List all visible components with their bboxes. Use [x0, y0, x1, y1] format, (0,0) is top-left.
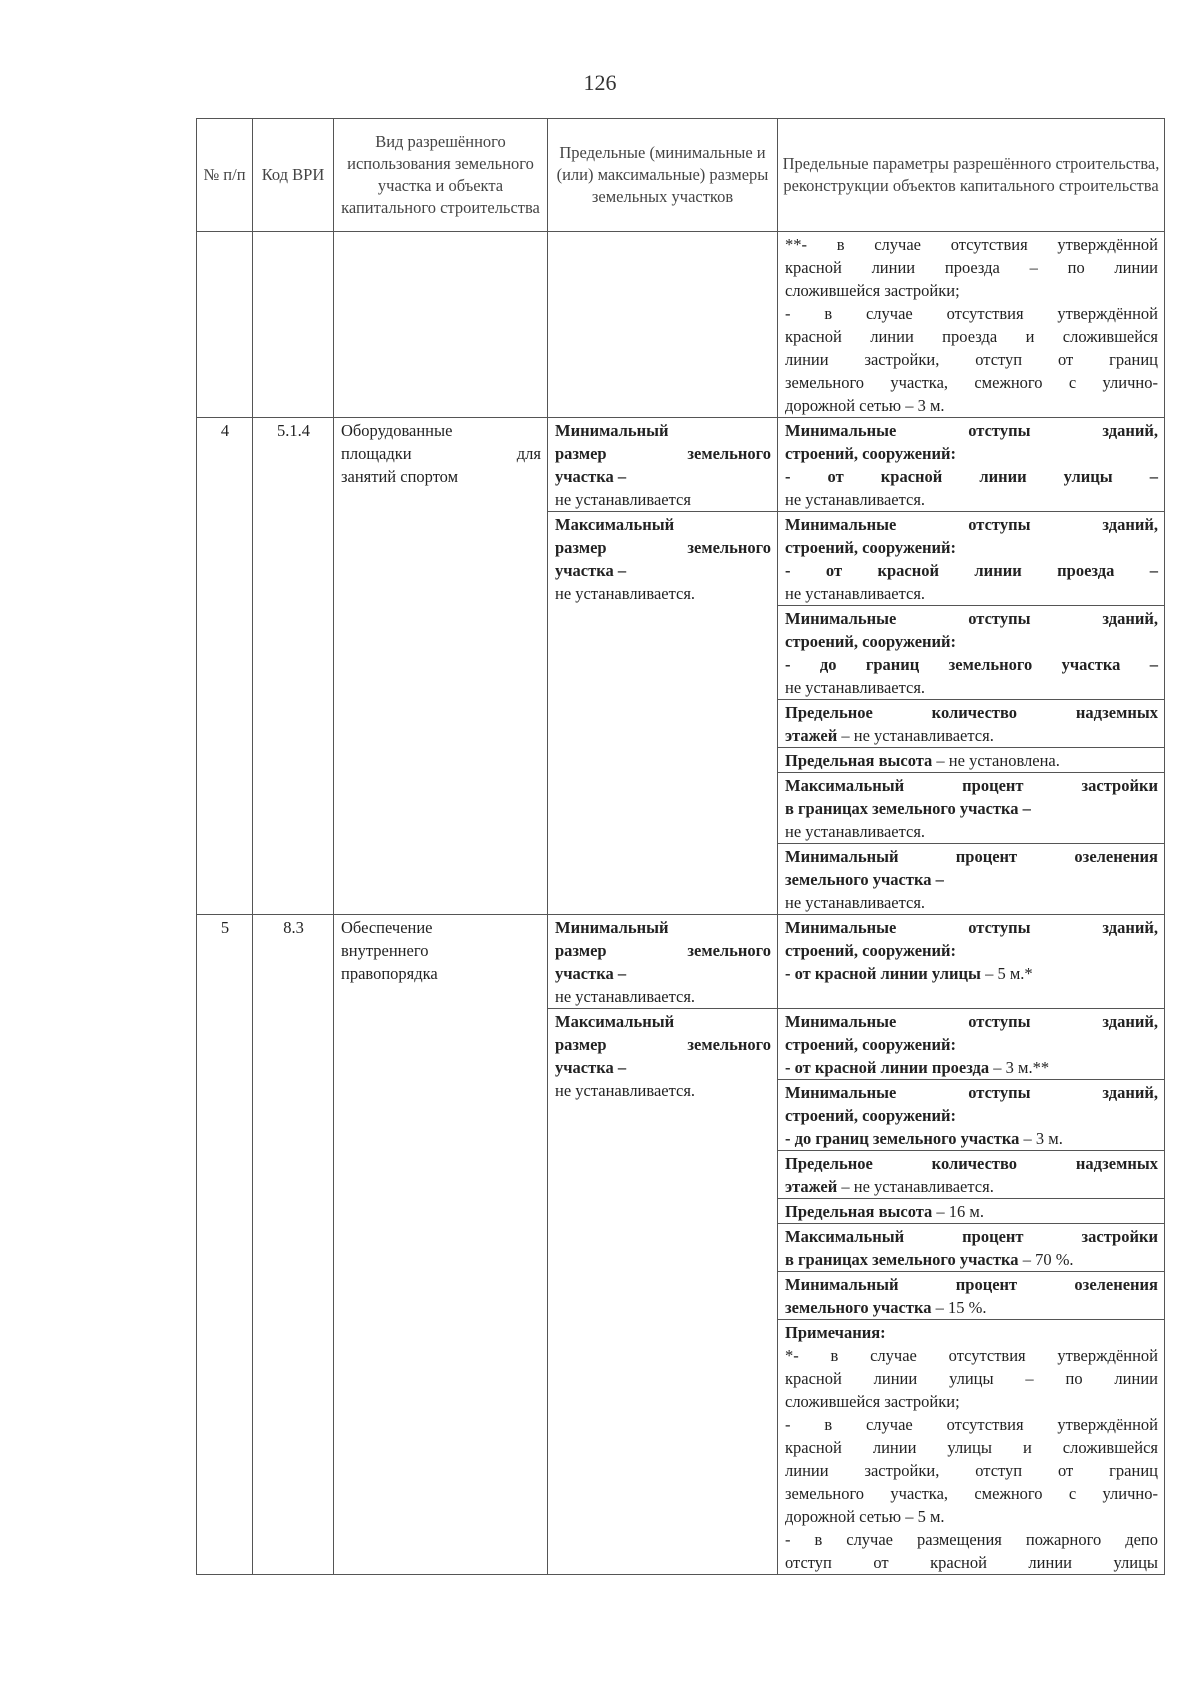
- note-line: отступ от красной линии улицы: [785, 1553, 1158, 1572]
- row5-min-size: [548, 915, 778, 1009]
- size-line: размер земельного: [555, 538, 771, 557]
- header-sizes: Предельные (минимальные и (или) максимальные) размеры земельных участков: [548, 119, 778, 232]
- param-line: - до границ земельного участка –: [785, 655, 1158, 674]
- row4-num: 4: [197, 418, 253, 915]
- note-line: **- в случае отсутствия утверждённой: [785, 235, 1158, 254]
- table-row-continuation: [197, 232, 1165, 418]
- size-line: не устанавливается.: [555, 584, 696, 603]
- param-value: – 16 м.: [932, 1202, 984, 1221]
- row5-param-5: [778, 1199, 1165, 1224]
- param-line: Максимальный процент застройки: [785, 776, 1158, 795]
- param-bold: этажей: [785, 1177, 838, 1196]
- param-value: – не установлена.: [932, 751, 1060, 770]
- notes-title: Примечания:: [785, 1323, 886, 1342]
- param-value: – 3 м.**: [989, 1058, 1050, 1077]
- param-value: – 70 %.: [1018, 1250, 1074, 1269]
- param-bold: в границах земельного участка: [785, 1250, 1019, 1269]
- row5-code: 8.3: [253, 915, 334, 1575]
- param-line: - от красной линии проезда –: [785, 561, 1158, 580]
- note-line: линии застройки, отступ от границ: [785, 350, 1158, 369]
- param-line: - от красной линии улицы –: [785, 467, 1158, 486]
- param-line: Минимальный процент озеленения: [785, 1275, 1158, 1294]
- row4-code: 5.1.4: [253, 418, 334, 915]
- table-row-4: [197, 418, 1165, 512]
- size-line: не устанавливается.: [555, 1081, 696, 1100]
- param-line: не устанавливается.: [785, 678, 926, 697]
- size-line: Максимальный: [555, 1012, 675, 1031]
- row5-param-6: [778, 1224, 1165, 1272]
- row5-notes: [778, 1320, 1165, 1575]
- header-params: Предельные параметры разрешённого строительства, реконструкции объектов капитального строительства: [778, 119, 1165, 232]
- param-bold: - до границ земельного участка: [785, 1129, 1020, 1148]
- header-num: № п/п: [197, 119, 253, 232]
- param-line: Максимальный процент застройки: [785, 1227, 1158, 1246]
- row5-num: 5: [197, 915, 253, 1575]
- note-line: - в случае отсутствия утверждённой: [785, 1415, 1158, 1434]
- row4-use: [334, 418, 548, 915]
- header-use-type: Вид разрешённого использования земельного участка и объекта капитального строительства: [334, 119, 548, 232]
- param-value: – 15 %.: [931, 1298, 987, 1317]
- note-line: дорожной сетью – 5 м.: [785, 1507, 945, 1526]
- use-line: Оборудованные: [341, 421, 453, 440]
- param-line: Минимальный процент озеленения: [785, 847, 1158, 866]
- param-line: Минимальные отступы зданий,: [785, 918, 1158, 937]
- param-bold: - от красной линии проезда: [785, 1058, 990, 1077]
- row5-param-1: [778, 915, 1165, 1009]
- note-line: - в случае размещения пожарного депо: [785, 1530, 1158, 1549]
- param-value: – 5 м.*: [980, 964, 1033, 983]
- param-line: Минимальные отступы зданий,: [785, 1012, 1158, 1031]
- use-line: правопорядка: [341, 964, 438, 983]
- row4-param-1: [778, 418, 1165, 512]
- row5-param-7: [778, 1272, 1165, 1320]
- param-line: не устанавливается.: [785, 490, 926, 509]
- param-line: не устанавливается.: [785, 584, 926, 603]
- note-line: красной линии улицы и сложившейся: [785, 1438, 1158, 1457]
- row4-min-size: [548, 418, 778, 512]
- size-line: Минимальный: [555, 421, 669, 440]
- param-line: земельного участка –: [785, 870, 944, 889]
- size-line: участка –: [555, 561, 627, 580]
- page-number: 126: [583, 70, 617, 95]
- note-line: красной линии проезда и сложившейся: [785, 327, 1158, 346]
- param-value: – не устанавливается.: [837, 726, 994, 745]
- param-value: – 3 м.: [1019, 1129, 1063, 1148]
- cell-empty-use: [334, 232, 548, 418]
- header-code: Код ВРИ: [253, 119, 334, 232]
- regulations-table: [196, 118, 1165, 1575]
- param-line: в границах земельного участка –: [785, 799, 1031, 818]
- size-line: участка –: [555, 964, 627, 983]
- row5-param-3: [778, 1080, 1165, 1151]
- param-line: строений, сооружений:: [785, 444, 957, 463]
- param-line: не устанавливается.: [785, 893, 926, 912]
- param-bold: этажей: [785, 726, 838, 745]
- param-line: Минимальные отступы зданий,: [785, 515, 1158, 534]
- param-line: строений, сооружений:: [785, 1035, 957, 1054]
- row4-param-2: [778, 512, 1165, 606]
- size-line: размер земельного: [555, 941, 771, 960]
- param-value: – не устанавливается.: [837, 1177, 994, 1196]
- table-row-5: [197, 915, 1165, 1009]
- param-line: Предельное количество надземных: [785, 703, 1158, 722]
- size-line: Минимальный: [555, 918, 669, 937]
- note-line: красной линии проезда – по линии: [785, 258, 1158, 277]
- cell-empty-code: [253, 232, 334, 418]
- note-line: линии застройки, отступ от границ: [785, 1461, 1158, 1480]
- param-line: Минимальные отступы зданий,: [785, 421, 1158, 440]
- note-line: сложившейся застройки;: [785, 1392, 960, 1411]
- param-bold: - от красной линии улицы: [785, 964, 981, 983]
- row4-param-7: [778, 844, 1165, 915]
- continuation-note: [778, 232, 1165, 418]
- size-line: размер земельного: [555, 444, 771, 463]
- row4-param-4: [778, 700, 1165, 748]
- use-line: площадки для: [341, 444, 541, 463]
- param-bold: Предельная высота: [785, 1202, 933, 1221]
- table-header-row: [197, 119, 1165, 232]
- param-line: строений, сооружений:: [785, 538, 957, 557]
- use-line: Обеспечение: [341, 918, 433, 937]
- param-bold: земельного участка: [785, 1298, 932, 1317]
- note-line: красной линии улицы – по линии: [785, 1369, 1158, 1388]
- size-line: Максимальный: [555, 515, 675, 534]
- param-line: строений, сооружений:: [785, 941, 957, 960]
- row4-param-3: [778, 606, 1165, 700]
- size-line: размер земельного: [555, 1035, 771, 1054]
- row5-max-size: [548, 1009, 778, 1575]
- note-line: *- в случае отсутствия утверждённой: [785, 1346, 1158, 1365]
- param-line: Минимальные отступы зданий,: [785, 1083, 1158, 1102]
- row5-param-4: [778, 1151, 1165, 1199]
- size-line: участка –: [555, 467, 627, 486]
- row5-use: [334, 915, 548, 1575]
- size-line: участка –: [555, 1058, 627, 1077]
- param-line: Минимальные отступы зданий,: [785, 609, 1158, 628]
- size-line: не устанавливается: [555, 490, 691, 509]
- size-line: не устанавливается.: [555, 987, 696, 1006]
- param-bold: Предельная высота: [785, 751, 933, 770]
- use-line: занятий спортом: [341, 467, 459, 486]
- cell-empty-num: [197, 232, 253, 418]
- note-line: дорожной сетью – 3 м.: [785, 396, 945, 415]
- param-line: не устанавливается.: [785, 822, 926, 841]
- row4-max-size: [548, 512, 778, 915]
- note-line: сложившейся застройки;: [785, 281, 960, 300]
- use-line: внутреннего: [341, 941, 429, 960]
- param-line: Предельное количество надземных: [785, 1154, 1158, 1173]
- note-line: земельного участка, смежного с улично-: [785, 1484, 1158, 1503]
- row4-param-6: [778, 773, 1165, 844]
- cell-empty-size: [548, 232, 778, 418]
- note-line: - в случае отсутствия утверждённой: [785, 304, 1158, 323]
- row5-param-2: [778, 1009, 1165, 1080]
- note-line: земельного участка, смежного с улично-: [785, 373, 1158, 392]
- row4-param-5: [778, 748, 1165, 773]
- param-line: строений, сооружений:: [785, 1106, 957, 1125]
- param-line: строений, сооружений:: [785, 632, 957, 651]
